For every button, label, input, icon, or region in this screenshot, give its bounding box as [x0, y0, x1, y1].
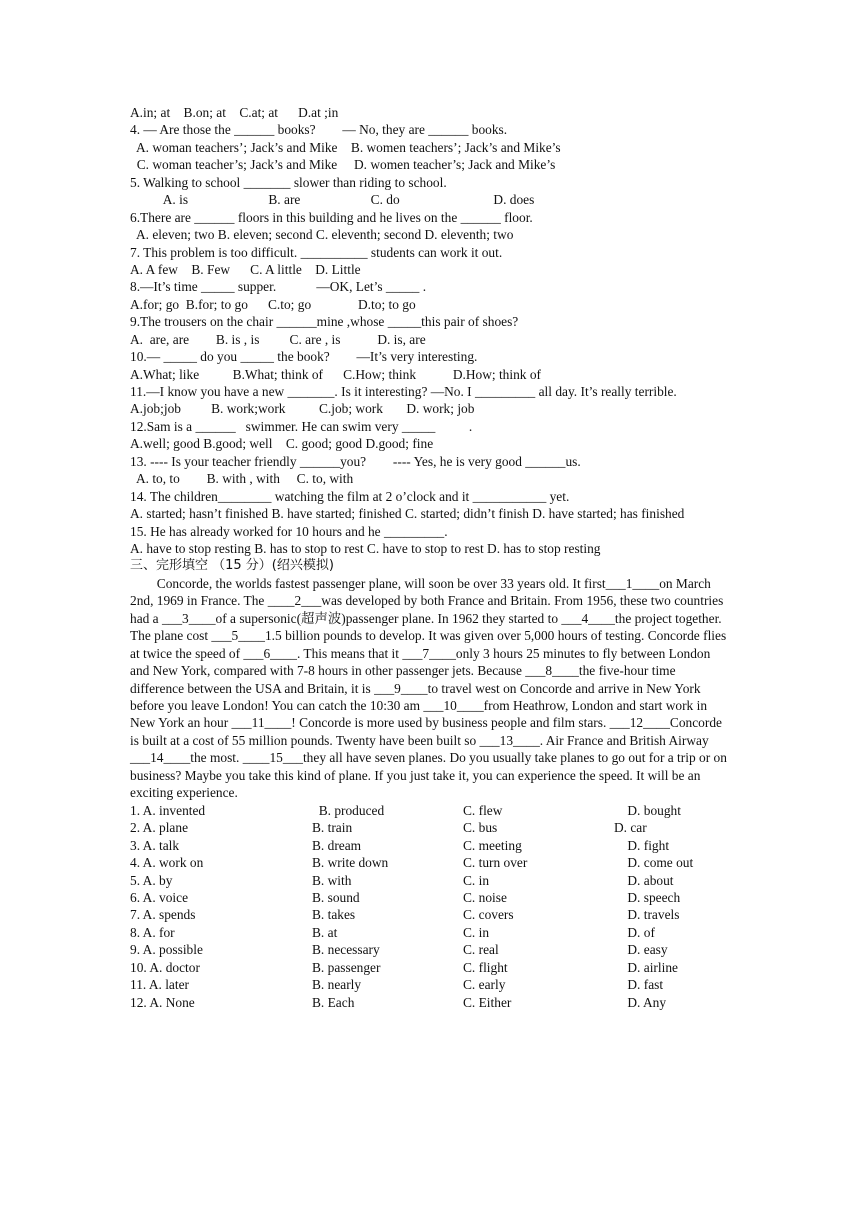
question-line: A. A few B. Few C. A little D. Little — [130, 261, 361, 277]
document-page — [130, 104, 730, 1011]
question-14-options: A. started; hasn’t finished B. have started; finished C. started; didn’t finish D. have started; has finished — [130, 506, 685, 522]
question-line: A.for; go B.for; to go C.to; go D.to; to go — [130, 296, 416, 312]
question-line: 13. ---- Is your teacher friendly ______you? ---- Yes, he is very good ______us. — [130, 453, 581, 469]
cloze-option: 6. A. voice — [130, 889, 189, 905]
question-line: 14. The children________ watching the film at 2 o’clock and it ___________ yet. — [130, 488, 570, 504]
question-line: 6.There are ______ floors in this building and he lives on the ______ floor. — [130, 209, 533, 225]
cloze-option: B. necessary — [312, 942, 380, 958]
cloze-option: B. with — [312, 872, 352, 888]
question-line: A.What; like B.What; think of C.How; think D.How; think of — [130, 366, 541, 382]
cloze-option: D. of — [614, 924, 655, 940]
cloze-option: C. early — [463, 977, 506, 993]
question-line: A.in; at B.on; at C.at; at D.at ;in — [130, 105, 339, 120]
cloze-option: 10. A. doctor — [130, 959, 200, 975]
cloze-option: 12. A. None — [130, 994, 195, 1010]
cloze-option: C. real — [463, 942, 499, 958]
cloze-option: D. easy — [614, 942, 668, 958]
cloze-option: C. flight — [463, 959, 508, 975]
question-line: 4. — Are those the ______ books? — No, they are ______ books. — [130, 122, 508, 138]
cloze-option: B. dream — [312, 837, 362, 853]
cloze-option: B. takes — [312, 907, 356, 923]
cloze-option: D. speech — [614, 889, 681, 905]
cloze-option: B. train — [312, 820, 353, 836]
question-line: A. are, are B. is , is C. are , is D. is, are — [130, 331, 426, 347]
cloze-option: C. in — [463, 872, 490, 888]
cloze-option: D. bought — [614, 802, 681, 818]
question-line: 9.The trousers on the chair ______mine ,whose _____this pair of shoes? — [130, 314, 519, 330]
cloze-option: C. meeting — [463, 837, 522, 853]
cloze-option: D. Any — [614, 994, 667, 1010]
cloze-option: 9. A. possible — [130, 942, 203, 958]
section-before — [130, 104, 730, 383]
question-line: A. to, to B. with , with C. to, with — [130, 471, 354, 487]
cloze-option: 4. A. work on — [130, 855, 204, 871]
cloze-option: 5. A. by — [130, 872, 173, 888]
question-line: 7. This problem is too difficult. __________ students can work it out. — [130, 244, 503, 260]
cloze-option: D. fight — [614, 837, 670, 853]
question-11: 11.—I know you have a new _______. Is it interesting? —No. I _________ all day. It’s really terrible. — [130, 384, 677, 399]
cloze-option: D. travels — [614, 907, 680, 923]
cloze-option: B. sound — [312, 889, 360, 905]
section-mid — [130, 400, 730, 505]
cloze-option: 7. A. spends — [130, 907, 196, 923]
cloze-option: C. Either — [463, 994, 512, 1010]
cloze-option: B. at — [312, 924, 338, 940]
cloze-option: D. airline — [614, 959, 678, 975]
cloze-option: D. fast — [614, 977, 664, 993]
section-title: 三、完形填空 （15 分）(绍兴模拟) — [130, 558, 334, 574]
question-line: A. eleven; two B. eleven; second C. eleventh; second D. eleventh; two — [130, 227, 514, 243]
question-line: A. woman teachers’; Jack’s and Mike B. women teachers’; Jack’s and Mike’s — [130, 139, 561, 155]
cloze-option: D. come out — [614, 855, 694, 871]
question-15: 15. He has already worked for 10 hours and he _________. — [130, 523, 448, 539]
cloze-option: C. covers — [463, 907, 514, 923]
cloze-option: B. write down — [312, 855, 389, 871]
cloze-option: 2. A. plane — [130, 820, 189, 836]
question-line: 8.—It’s time _____ supper. —OK, Let’s _____ . — [130, 279, 427, 295]
cloze-option: C. flew — [463, 802, 503, 818]
cloze-option: B. nearly — [312, 977, 362, 993]
cloze-option: 3. A. talk — [130, 837, 180, 853]
cloze-option: 8. A. for — [130, 924, 175, 940]
question-line: A. is B. are C. do D. does — [130, 192, 535, 208]
cloze-passage: Concorde, the worlds fastest passenger plane, will soon be over 33 years old. It first___1____on March 2nd, 1969 in France. The ____2___was developed by both France and Britain. From 1956, these two countries had a ___3____of a supersonic(超声波)passenger plane. In 1962 they started to ___4____the project together. The plane cost ___5____1.5 billion pounds to develop. It was given over 5,000 hours of testing. Concorde flies at twice the speed of ___6____. This means that it ___7____only 3 hours 25 minutes to fly between London and New York, compared with 7-8 hours in other passenger jets. Because ___8____the five-hour time difference between the USA and Britain, it is ___9____to travel west on Concorde and arrive in New York before you leave London! You can catch the 10:30 am ___10____from Heathrow, London and start work in New York an hour ___11____! Concorde is more used by business people and film stars. ___12____Concorde is built at a cost of 55 million pounds. Twenty have been built so ___13____. Air France and British Airway ___14____the most. ____15___they all have seven planes. Do you usually take planes to go out for a trip or on business? Maybe you take this kind of plane. If you just take it, you can experience the speed. It will be an exciting experience. — [130, 575, 731, 801]
cloze-option: 11. A. later — [130, 977, 190, 993]
question-15-options: A. have to stop resting B. has to stop to rest C. have to stop to rest D. has to stop resting — [130, 540, 601, 556]
cloze-option: C. noise — [463, 889, 507, 905]
cloze-option: B. Each — [312, 994, 355, 1010]
question-line: 10.— _____ do you _____ the book? —It’s very interesting. — [130, 349, 478, 365]
question-line: C. woman teacher’s; Jack’s and Mike D. women teacher’s; Jack and Mike’s — [130, 157, 556, 173]
cloze-option: C. bus — [463, 820, 498, 836]
cloze-option: D. car — [614, 820, 647, 836]
question-line: A.well; good B.good; well C. good; good D.good; fine — [130, 436, 434, 452]
cloze-option: B. passenger — [312, 959, 381, 975]
cloze-options — [130, 802, 730, 1011]
question-line: 12.Sam is a ______ swimmer. He can swim very _____ . — [130, 418, 473, 434]
cloze-option: B. produced — [312, 802, 385, 818]
cloze-option: 1. A. invented — [130, 802, 206, 818]
cloze-option: D. about — [614, 872, 674, 888]
cloze-option: C. in — [463, 924, 490, 940]
question-line: A.job;job B. work;work C.job; work D. work; job — [130, 401, 475, 417]
cloze-option: C. turn over — [463, 855, 528, 871]
question-line: 5. Walking to school _______ slower than riding to school. — [130, 174, 447, 190]
